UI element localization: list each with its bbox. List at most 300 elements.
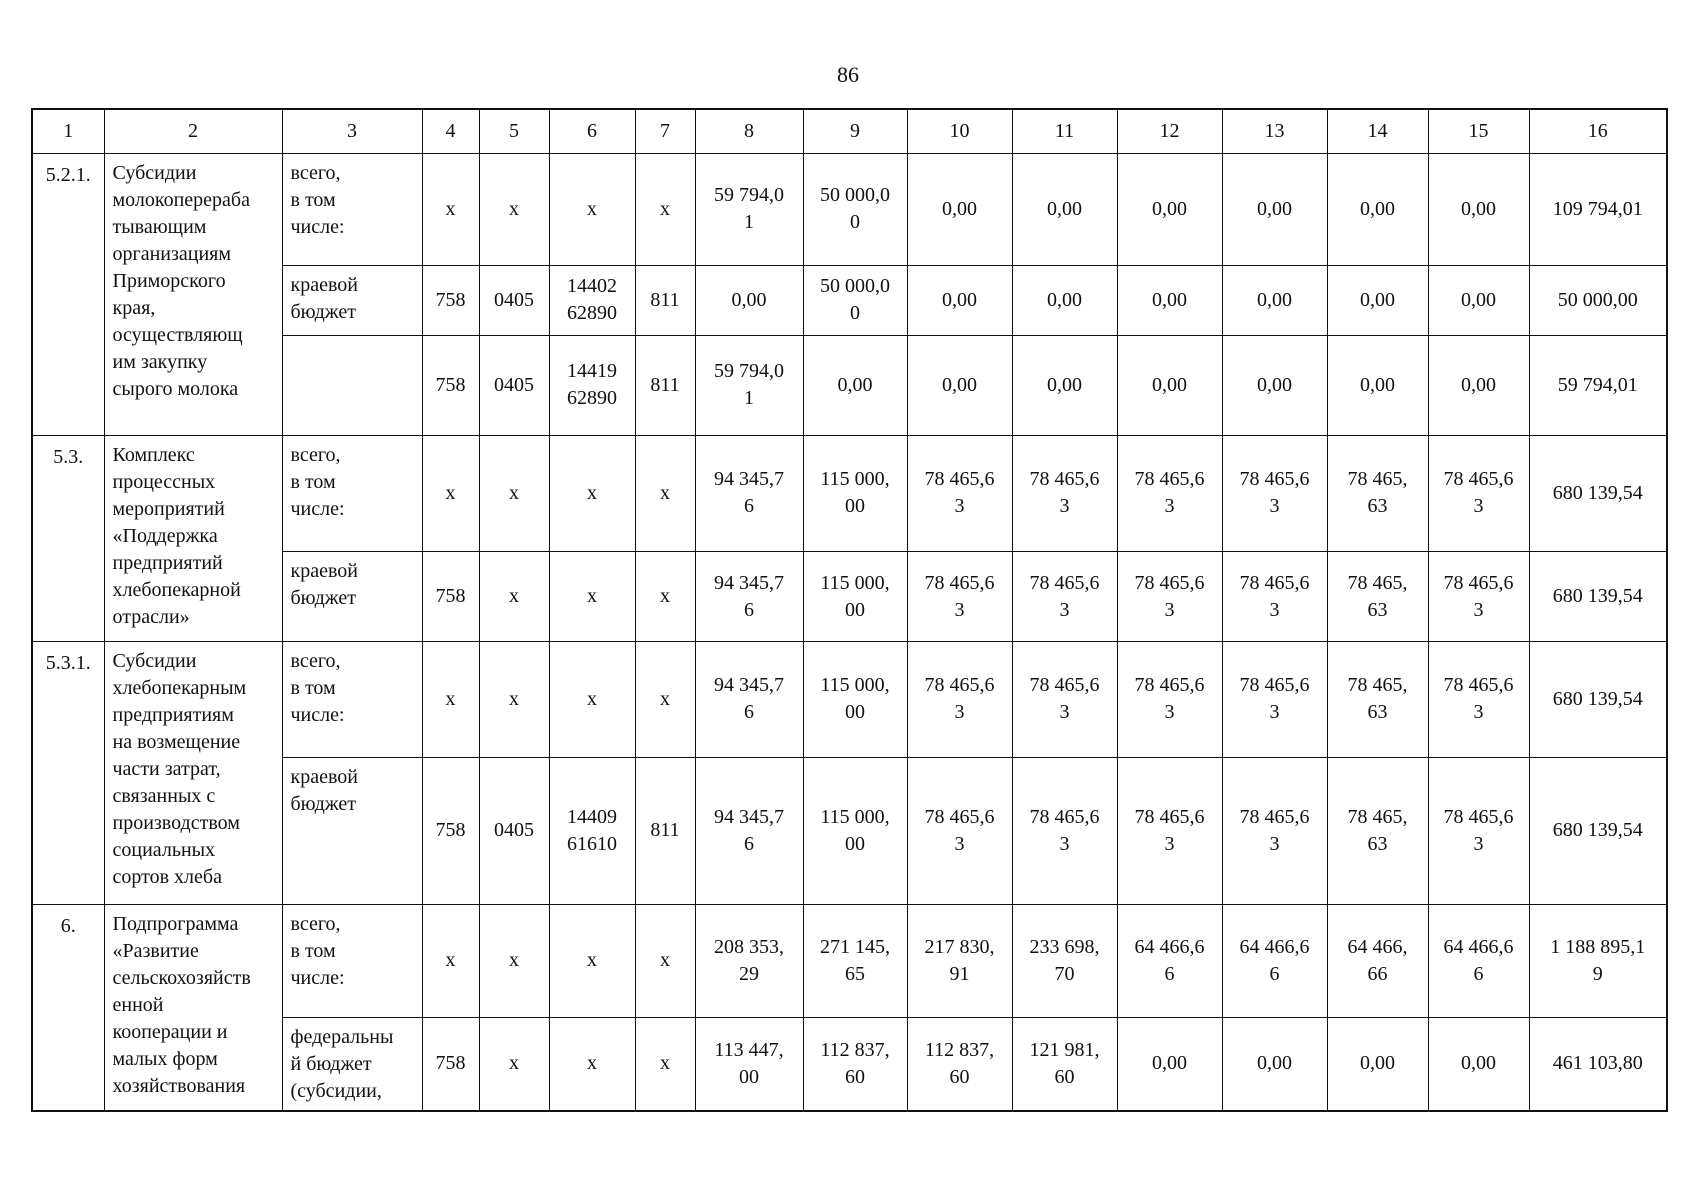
funding-source-line: всего, bbox=[290, 912, 341, 935]
budget-table bbox=[31, 108, 1668, 1112]
amount-col-11-line: 70 bbox=[1054, 962, 1075, 985]
code-col-6 bbox=[549, 153, 635, 266]
code-col-5: х bbox=[479, 904, 549, 1017]
code-col-6 bbox=[549, 758, 635, 905]
code-col-6-line: х bbox=[587, 687, 597, 710]
row-name-line: сырого молока bbox=[112, 377, 239, 400]
funding-source-line: й бюджет bbox=[290, 1052, 372, 1075]
column-header: 8 bbox=[695, 109, 803, 153]
amount-col-13-line: 3 bbox=[1269, 832, 1280, 855]
column-header: 11 bbox=[1012, 109, 1117, 153]
code-col-6 bbox=[549, 904, 635, 1017]
amount-col-13 bbox=[1222, 641, 1327, 757]
amount-col-14 bbox=[1327, 335, 1428, 435]
column-header: 12 bbox=[1117, 109, 1222, 153]
amount-col-15 bbox=[1428, 758, 1529, 905]
amount-col-8-line: 1 bbox=[744, 387, 754, 410]
row-name bbox=[104, 641, 282, 904]
amount-col-16 bbox=[1529, 266, 1667, 335]
code-col-6 bbox=[549, 335, 635, 435]
row-name-line: сортов хлеба bbox=[112, 865, 222, 888]
amount-col-9-line: 50 000,0 bbox=[820, 275, 890, 298]
amount-col-8 bbox=[695, 435, 803, 552]
amount-col-12-line: 78 465,6 bbox=[1134, 571, 1205, 594]
row-name-line: Субсидии bbox=[112, 649, 197, 672]
row-number: 5.2.1. bbox=[32, 153, 104, 435]
amount-col-16 bbox=[1529, 758, 1667, 905]
amount-col-16-line: 9 bbox=[1592, 962, 1603, 985]
amount-col-10 bbox=[907, 435, 1012, 552]
amount-col-13-line: 78 465,6 bbox=[1239, 674, 1310, 697]
amount-col-16-line: 461 103,80 bbox=[1552, 1052, 1643, 1075]
amount-col-12-line: 6 bbox=[1164, 962, 1175, 985]
amount-col-12 bbox=[1117, 758, 1222, 905]
code-col-4: х bbox=[422, 641, 479, 757]
amount-col-13 bbox=[1222, 266, 1327, 335]
row-name-line: Подпрограмма bbox=[112, 912, 239, 935]
code-col-4: х bbox=[422, 904, 479, 1017]
column-header: 6 bbox=[549, 109, 635, 153]
column-header: 3 bbox=[282, 109, 422, 153]
amount-col-15-line: 0,00 bbox=[1461, 288, 1496, 311]
code-col-4: 758 bbox=[422, 552, 479, 641]
funding-source bbox=[282, 552, 422, 641]
amount-col-13 bbox=[1222, 758, 1327, 905]
amount-col-11-line: 121 981, bbox=[1029, 1038, 1100, 1061]
amount-col-14-line: 78 465, bbox=[1347, 571, 1408, 594]
amount-col-14-line: 63 bbox=[1367, 495, 1388, 518]
funding-source bbox=[282, 435, 422, 552]
amount-col-14 bbox=[1327, 1017, 1428, 1111]
amount-col-9 bbox=[803, 1017, 907, 1111]
amount-col-16-line: 680 139,54 bbox=[1552, 481, 1643, 504]
code-col-5: х bbox=[479, 641, 549, 757]
amount-col-15-line: 78 465,6 bbox=[1443, 468, 1514, 491]
funding-source-line: краевой bbox=[290, 274, 358, 297]
funding-source bbox=[282, 641, 422, 757]
amount-col-16 bbox=[1529, 435, 1667, 552]
amount-col-8-line: 94 345,7 bbox=[714, 468, 784, 491]
table-row bbox=[32, 435, 1667, 552]
row-name-line: Комплекс bbox=[112, 443, 195, 466]
amount-col-14 bbox=[1327, 153, 1428, 266]
code-col-4: х bbox=[422, 153, 479, 266]
funding-source-line: краевой bbox=[290, 766, 358, 788]
amount-col-11-line: 0,00 bbox=[1047, 197, 1082, 220]
header-row bbox=[32, 109, 1667, 153]
funding-source bbox=[282, 904, 422, 1017]
amount-col-12 bbox=[1117, 641, 1222, 757]
amount-col-12-line: 0,00 bbox=[1152, 1052, 1187, 1075]
amount-col-12-line: 0,00 bbox=[1152, 373, 1187, 396]
code-col-6 bbox=[549, 641, 635, 757]
row-name-line: производством bbox=[112, 811, 240, 834]
amount-col-11-line: 233 698, bbox=[1029, 935, 1100, 958]
row-name bbox=[104, 435, 282, 641]
amount-col-11-line: 0,00 bbox=[1047, 373, 1082, 396]
code-col-5: х bbox=[479, 435, 549, 552]
amount-col-16-line: 680 139,54 bbox=[1552, 687, 1643, 710]
amount-col-9-line: 65 bbox=[845, 962, 865, 985]
amount-col-9 bbox=[803, 435, 907, 552]
amount-col-10-line: 0,00 bbox=[942, 197, 977, 220]
amount-col-12-line: 78 465,6 bbox=[1134, 805, 1205, 828]
column-header: 15 bbox=[1428, 109, 1529, 153]
amount-col-12-line: 64 466,6 bbox=[1134, 935, 1205, 958]
amount-col-14 bbox=[1327, 758, 1428, 905]
amount-col-10-line: 78 465,6 bbox=[924, 674, 995, 697]
amount-col-8 bbox=[695, 335, 803, 435]
funding-source bbox=[282, 1017, 422, 1111]
amount-col-8 bbox=[695, 1017, 803, 1111]
amount-col-13 bbox=[1222, 1017, 1327, 1111]
row-name-line: «Поддержка bbox=[112, 524, 218, 547]
amount-col-14 bbox=[1327, 552, 1428, 641]
amount-col-12-line: 3 bbox=[1164, 598, 1175, 621]
amount-col-16-line: 109 794,01 bbox=[1552, 197, 1643, 220]
code-col-4: х bbox=[422, 435, 479, 552]
funding-source-line: краевой bbox=[290, 560, 358, 583]
amount-col-11 bbox=[1012, 904, 1117, 1017]
amount-col-13-line: 3 bbox=[1269, 701, 1280, 724]
funding-source bbox=[282, 153, 422, 266]
table-row bbox=[32, 153, 1667, 266]
amount-col-8-line: 94 345,7 bbox=[714, 674, 784, 697]
amount-col-10 bbox=[907, 153, 1012, 266]
code-col-7: х bbox=[635, 435, 695, 552]
funding-source-line: в том bbox=[290, 470, 336, 493]
amount-col-14-line: 0,00 bbox=[1360, 1052, 1395, 1075]
amount-col-9-line: 115 000, bbox=[820, 571, 890, 594]
amount-col-14-line: 64 466, bbox=[1347, 935, 1408, 958]
amount-col-10-line: 0,00 bbox=[942, 288, 977, 311]
amount-col-13-line: 0,00 bbox=[1257, 197, 1292, 220]
amount-col-13-line: 0,00 bbox=[1257, 1052, 1292, 1075]
amount-col-12-line: 0,00 bbox=[1152, 288, 1187, 311]
amount-col-16-line: 1 188 895,1 bbox=[1550, 935, 1646, 958]
code-col-6 bbox=[549, 435, 635, 552]
amount-col-10 bbox=[907, 266, 1012, 335]
amount-col-14-line: 63 bbox=[1367, 832, 1388, 855]
amount-col-13 bbox=[1222, 335, 1327, 435]
amount-col-15-line: 3 bbox=[1473, 598, 1484, 621]
table-row bbox=[32, 904, 1667, 1017]
amount-col-10-line: 78 465,6 bbox=[924, 805, 995, 828]
amount-col-14 bbox=[1327, 904, 1428, 1017]
amount-col-16 bbox=[1529, 552, 1667, 641]
amount-col-15 bbox=[1428, 904, 1529, 1017]
amount-col-9-line: 115 000, bbox=[820, 674, 890, 697]
amount-col-15 bbox=[1428, 552, 1529, 641]
funding-source-line: числе: bbox=[290, 703, 345, 726]
amount-col-11-line: 3 bbox=[1059, 598, 1070, 621]
amount-col-10-line: 3 bbox=[954, 598, 965, 621]
row-name bbox=[104, 904, 282, 1111]
amount-col-15 bbox=[1428, 435, 1529, 552]
amount-col-11 bbox=[1012, 758, 1117, 905]
code-col-5: х bbox=[479, 552, 549, 641]
row-name-line: молокоперераба bbox=[112, 188, 250, 211]
amount-col-13 bbox=[1222, 904, 1327, 1017]
row-name-line: мероприятий bbox=[112, 497, 225, 520]
amount-col-12-line: 3 bbox=[1164, 495, 1175, 518]
amount-col-8-line: 29 bbox=[739, 962, 759, 985]
amount-col-10 bbox=[907, 335, 1012, 435]
amount-col-11-line: 0,00 bbox=[1047, 288, 1082, 311]
amount-col-14-line: 63 bbox=[1367, 598, 1388, 621]
amount-col-8 bbox=[695, 552, 803, 641]
amount-col-15 bbox=[1428, 335, 1529, 435]
amount-col-15-line: 3 bbox=[1473, 495, 1484, 518]
funding-source-line: бюджет bbox=[290, 587, 356, 610]
amount-col-15 bbox=[1428, 153, 1529, 266]
amount-col-10-line: 3 bbox=[954, 701, 965, 724]
row-name-line: организациям bbox=[112, 242, 232, 265]
amount-col-9-line: 115 000, bbox=[820, 468, 890, 491]
amount-col-14-line: 78 465, bbox=[1347, 674, 1408, 697]
amount-col-10-line: 3 bbox=[954, 495, 965, 518]
amount-col-14-line: 78 465, bbox=[1347, 468, 1408, 491]
amount-col-15-line: 6 bbox=[1473, 962, 1484, 985]
row-name-line: енной bbox=[112, 993, 164, 1016]
amount-col-8-line: 6 bbox=[744, 598, 754, 621]
amount-col-13-line: 78 465,6 bbox=[1239, 571, 1310, 594]
code-col-6-line: х bbox=[587, 197, 597, 220]
amount-col-14 bbox=[1327, 641, 1428, 757]
row-name-line: тывающим bbox=[112, 215, 207, 238]
code-col-7: х bbox=[635, 552, 695, 641]
column-header: 10 bbox=[907, 109, 1012, 153]
amount-col-13-line: 6 bbox=[1269, 962, 1280, 985]
amount-col-12 bbox=[1117, 1017, 1222, 1111]
amount-col-10-line: 91 bbox=[949, 962, 970, 985]
amount-col-13-line: 3 bbox=[1269, 598, 1280, 621]
amount-col-11-line: 60 bbox=[1054, 1065, 1075, 1088]
amount-col-9-line: 0 bbox=[850, 211, 860, 234]
code-col-4: 758 bbox=[422, 335, 479, 435]
row-name-line: части затрат, bbox=[112, 757, 221, 780]
column-header: 1 bbox=[32, 109, 104, 153]
amount-col-13-line: 78 465,6 bbox=[1239, 805, 1310, 828]
code-col-6-line: 14402 bbox=[567, 275, 617, 298]
amount-col-14-line: 66 bbox=[1367, 962, 1388, 985]
amount-col-8-line: 59 794,0 bbox=[714, 184, 784, 207]
code-col-6-line: х bbox=[587, 949, 597, 972]
code-col-5: 0405 bbox=[479, 758, 549, 905]
amount-col-14-line: 0,00 bbox=[1360, 288, 1395, 311]
amount-col-16 bbox=[1529, 641, 1667, 757]
row-number: 5.3. bbox=[32, 435, 104, 641]
code-col-7: х bbox=[635, 1017, 695, 1111]
amount-col-15-line: 3 bbox=[1473, 832, 1484, 855]
amount-col-8-line: 6 bbox=[744, 832, 754, 855]
row-name-line: социальных bbox=[112, 838, 216, 861]
row-name-line: малых форм bbox=[112, 1047, 218, 1070]
amount-col-11-line: 78 465,6 bbox=[1029, 674, 1100, 697]
row-name-line: процессных bbox=[112, 470, 216, 493]
amount-col-8-line: 59 794,0 bbox=[714, 360, 784, 383]
funding-source-line: федеральны bbox=[290, 1025, 394, 1048]
column-header: 13 bbox=[1222, 109, 1327, 153]
amount-col-15-line: 0,00 bbox=[1461, 1052, 1496, 1075]
amount-col-15-line: 3 bbox=[1473, 701, 1484, 724]
amount-col-12 bbox=[1117, 266, 1222, 335]
funding-source-line: (субсидии, bbox=[290, 1079, 382, 1102]
row-name-line: края, bbox=[112, 296, 156, 319]
amount-col-16-line: 59 794,01 bbox=[1557, 373, 1638, 396]
amount-col-15-line: 78 465,6 bbox=[1443, 805, 1514, 828]
amount-col-15-line: 0,00 bbox=[1461, 373, 1496, 396]
code-col-7: х bbox=[635, 641, 695, 757]
code-col-6 bbox=[549, 1017, 635, 1111]
amount-col-8-line: 0,00 bbox=[731, 288, 767, 311]
amount-col-14-line: 0,00 bbox=[1360, 373, 1395, 396]
amount-col-12-line: 0,00 bbox=[1152, 197, 1187, 220]
amount-col-14-line: 0,00 bbox=[1360, 197, 1395, 220]
page-number: 86 bbox=[837, 62, 859, 87]
code-col-4: 758 bbox=[422, 1017, 479, 1111]
row-name-line: им закупку bbox=[112, 350, 208, 373]
code-col-7: х bbox=[635, 153, 695, 266]
amount-col-13 bbox=[1222, 153, 1327, 266]
amount-col-10-line: 78 465,6 bbox=[924, 468, 995, 491]
amount-col-12-line: 78 465,6 bbox=[1134, 468, 1205, 491]
amount-col-9 bbox=[803, 552, 907, 641]
amount-col-10-line: 78 465,6 bbox=[924, 571, 995, 594]
amount-col-14 bbox=[1327, 266, 1428, 335]
amount-col-12 bbox=[1117, 435, 1222, 552]
row-name-line: хозяйствования bbox=[112, 1074, 246, 1097]
amount-col-11-line: 3 bbox=[1059, 832, 1070, 855]
funding-source-line: бюджет bbox=[290, 793, 356, 815]
code-col-5: х bbox=[479, 1017, 549, 1111]
code-col-5: х bbox=[479, 153, 549, 266]
amount-col-8-line: 208 353, bbox=[714, 935, 784, 958]
row-name-line: предприятий bbox=[112, 551, 223, 574]
amount-col-11-line: 3 bbox=[1059, 701, 1070, 724]
funding-source-line: числе: bbox=[290, 215, 345, 238]
amount-col-16 bbox=[1529, 904, 1667, 1017]
amount-col-10-line: 60 bbox=[949, 1065, 970, 1088]
amount-col-14-line: 63 bbox=[1367, 701, 1388, 724]
code-col-5: 0405 bbox=[479, 266, 549, 335]
code-col-6 bbox=[549, 552, 635, 641]
code-col-5: 0405 bbox=[479, 335, 549, 435]
row-name-line: отрасли» bbox=[112, 605, 190, 628]
amount-col-11 bbox=[1012, 1017, 1117, 1111]
row-name-line: на возмещение bbox=[112, 730, 241, 753]
amount-col-8 bbox=[695, 758, 803, 905]
row-name-line: кооперации и bbox=[112, 1020, 228, 1043]
amount-col-13-line: 78 465,6 bbox=[1239, 468, 1310, 491]
amount-col-15-line: 0,00 bbox=[1461, 197, 1496, 220]
amount-col-13 bbox=[1222, 552, 1327, 641]
amount-col-10 bbox=[907, 552, 1012, 641]
amount-col-8-line: 6 bbox=[744, 495, 754, 518]
code-col-7: х bbox=[635, 904, 695, 1017]
row-name-line: связанных с bbox=[112, 784, 216, 807]
amount-col-15 bbox=[1428, 641, 1529, 757]
amount-col-10-line: 217 830, bbox=[924, 935, 995, 958]
code-col-7: 811 bbox=[635, 266, 695, 335]
amount-col-8 bbox=[695, 641, 803, 757]
amount-col-8-line: 1 bbox=[744, 211, 754, 234]
amount-col-10 bbox=[907, 758, 1012, 905]
amount-col-15 bbox=[1428, 1017, 1529, 1111]
amount-col-8 bbox=[695, 904, 803, 1017]
amount-col-9-line: 00 bbox=[845, 701, 865, 724]
amount-col-16 bbox=[1529, 153, 1667, 266]
amount-col-11-line: 78 465,6 bbox=[1029, 805, 1100, 828]
amount-col-13-line: 0,00 bbox=[1257, 373, 1292, 396]
amount-col-14 bbox=[1327, 435, 1428, 552]
code-col-6-line: 62890 bbox=[567, 387, 617, 410]
row-name-line: хлебопекарной bbox=[112, 578, 241, 601]
amount-col-11-line: 78 465,6 bbox=[1029, 571, 1100, 594]
amount-col-16 bbox=[1529, 1017, 1667, 1111]
amount-col-15-line: 78 465,6 bbox=[1443, 674, 1514, 697]
amount-col-16-line: 50 000,00 bbox=[1557, 288, 1638, 311]
code-col-6-line: 61610 bbox=[567, 832, 617, 855]
amount-col-10-line: 3 bbox=[954, 832, 965, 855]
amount-col-12-line: 3 bbox=[1164, 701, 1175, 724]
amount-col-10-line: 0,00 bbox=[942, 373, 977, 396]
code-col-7: 811 bbox=[635, 335, 695, 435]
amount-col-11 bbox=[1012, 641, 1117, 757]
amount-col-9-line: 00 bbox=[845, 495, 865, 518]
funding-source-line: всего, bbox=[290, 161, 341, 184]
amount-col-9-line: 50 000,0 bbox=[820, 184, 890, 207]
amount-col-9-line: 115 000, bbox=[820, 805, 890, 828]
amount-col-9-line: 271 145, bbox=[820, 935, 890, 958]
code-col-7: 811 bbox=[635, 758, 695, 905]
funding-source-line: всего, bbox=[290, 443, 341, 466]
amount-col-16 bbox=[1529, 335, 1667, 435]
amount-col-9 bbox=[803, 153, 907, 266]
amount-col-16-line: 680 139,54 bbox=[1552, 819, 1643, 842]
row-name-line: Субсидии bbox=[112, 161, 197, 184]
amount-col-8-line: 6 bbox=[744, 701, 754, 724]
code-col-6-line: х bbox=[587, 481, 597, 504]
amount-col-14-line: 78 465, bbox=[1347, 805, 1408, 828]
funding-source-line: числе: bbox=[290, 497, 345, 520]
amount-col-8 bbox=[695, 266, 803, 335]
funding-source-line: всего, bbox=[290, 649, 341, 672]
column-header: 9 bbox=[803, 109, 907, 153]
code-col-6-line: 14409 bbox=[567, 805, 617, 828]
row-number: 5.3.1. bbox=[32, 641, 104, 904]
code-col-4: 758 bbox=[422, 266, 479, 335]
amount-col-8-line: 113 447, bbox=[714, 1038, 784, 1061]
funding-source-line: в том bbox=[290, 676, 336, 699]
amount-col-11-line: 3 bbox=[1059, 495, 1070, 518]
row-name-line: предприятиям bbox=[112, 703, 234, 726]
amount-col-10 bbox=[907, 904, 1012, 1017]
amount-col-8-line: 00 bbox=[739, 1065, 759, 1088]
column-header: 5 bbox=[479, 109, 549, 153]
amount-col-12 bbox=[1117, 904, 1222, 1017]
code-col-6 bbox=[549, 266, 635, 335]
amount-col-9-line: 0,00 bbox=[837, 373, 873, 396]
amount-col-9-line: 00 bbox=[845, 832, 865, 855]
amount-col-13-line: 0,00 bbox=[1257, 288, 1292, 311]
column-header: 16 bbox=[1529, 109, 1667, 153]
funding-source-line: бюджет bbox=[290, 301, 356, 324]
amount-col-8-line: 94 345,7 bbox=[714, 571, 784, 594]
table-row bbox=[32, 641, 1667, 757]
amount-col-15-line: 78 465,6 bbox=[1443, 571, 1514, 594]
amount-col-8 bbox=[695, 153, 803, 266]
